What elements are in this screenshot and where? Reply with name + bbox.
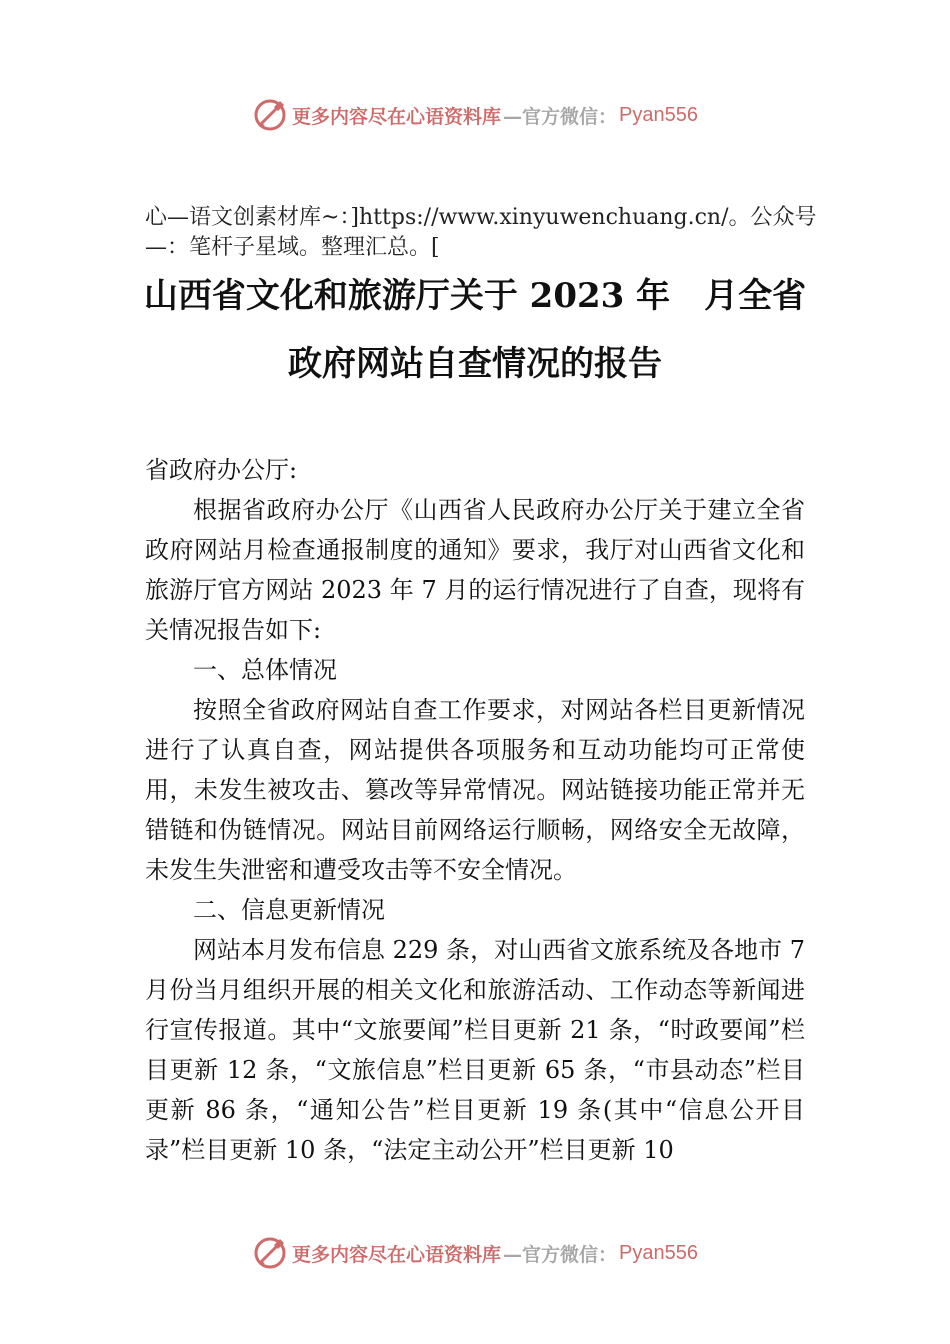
section-paragraph-overall: 按照全省政府网站自查工作要求，对网站各栏目更新情况进行了认真自查，网站提供各项服务和互动功能均可正常使用，未发生被攻击、篡改等异常情况。网站链接功能正常并无错链和伪链情况。网站目前网络运行顺畅，网络安全无故障，未发生失泄密和遭受攻击等不安全情况。	[145, 696, 805, 884]
banner-wechat-label: —官方微信：	[503, 1243, 618, 1266]
footer-banner	[0, 1233, 950, 1273]
section-heading-updates: 二、信息更新情况	[193, 896, 385, 924]
salutation: 省政府办公厅:	[145, 456, 298, 484]
document-body	[145, 450, 805, 1170]
pen-logo-icon	[252, 97, 288, 133]
intro-paragraph: 根据省政府办公厅《山西省人民政府办公厅关于建立全省政府网站月检查通报制度的通知》要求，我厅对山西省文化和旅游厅官方网站 2023 年 7 月的运行情况进行了自查，现将有关情况报告如下:	[145, 496, 805, 644]
banner-title: 更多内容尽在心语资料库	[292, 1243, 502, 1266]
banner-wechat-id: Pyan556	[619, 1241, 698, 1264]
pen-logo-icon	[252, 1235, 288, 1271]
document-title-line1: 山西省文化和旅游厅关于 2023 年 月全省	[143, 276, 807, 316]
section-heading-overall: 一、总体情况	[193, 656, 337, 684]
banner-title: 更多内容尽在心语资料库	[292, 105, 502, 128]
source-note: 心—语文创素材库~：]https://www.xinyuwenchuang.cn/。公众号—：笔杆子星域。整理汇总。[	[145, 205, 817, 260]
section-paragraph-updates: 网站本月发布信息 229 条，对山西省文旅系统及各地市 7 月份当月组织开展的相关文化和旅游活动、工作动态等新闻进行宣传报道。其中“文旅要闻”栏目更新 21 条，“时政要闻”栏目更新 12 条，“文旅信息”栏目更新 65 条，“市县动态”栏目更新 86 条，“通知公告”栏目更新 19 条(其中“信息公开目录”栏目更新 10 条，“法定主动公开”栏目更新 10	[145, 936, 805, 1164]
banner-wechat-id: Pyan556	[619, 103, 698, 126]
document-title-line2: 政府网站自查情况的报告	[288, 344, 662, 384]
banner-wechat-label: —官方微信：	[503, 105, 618, 128]
header-banner	[0, 95, 950, 135]
